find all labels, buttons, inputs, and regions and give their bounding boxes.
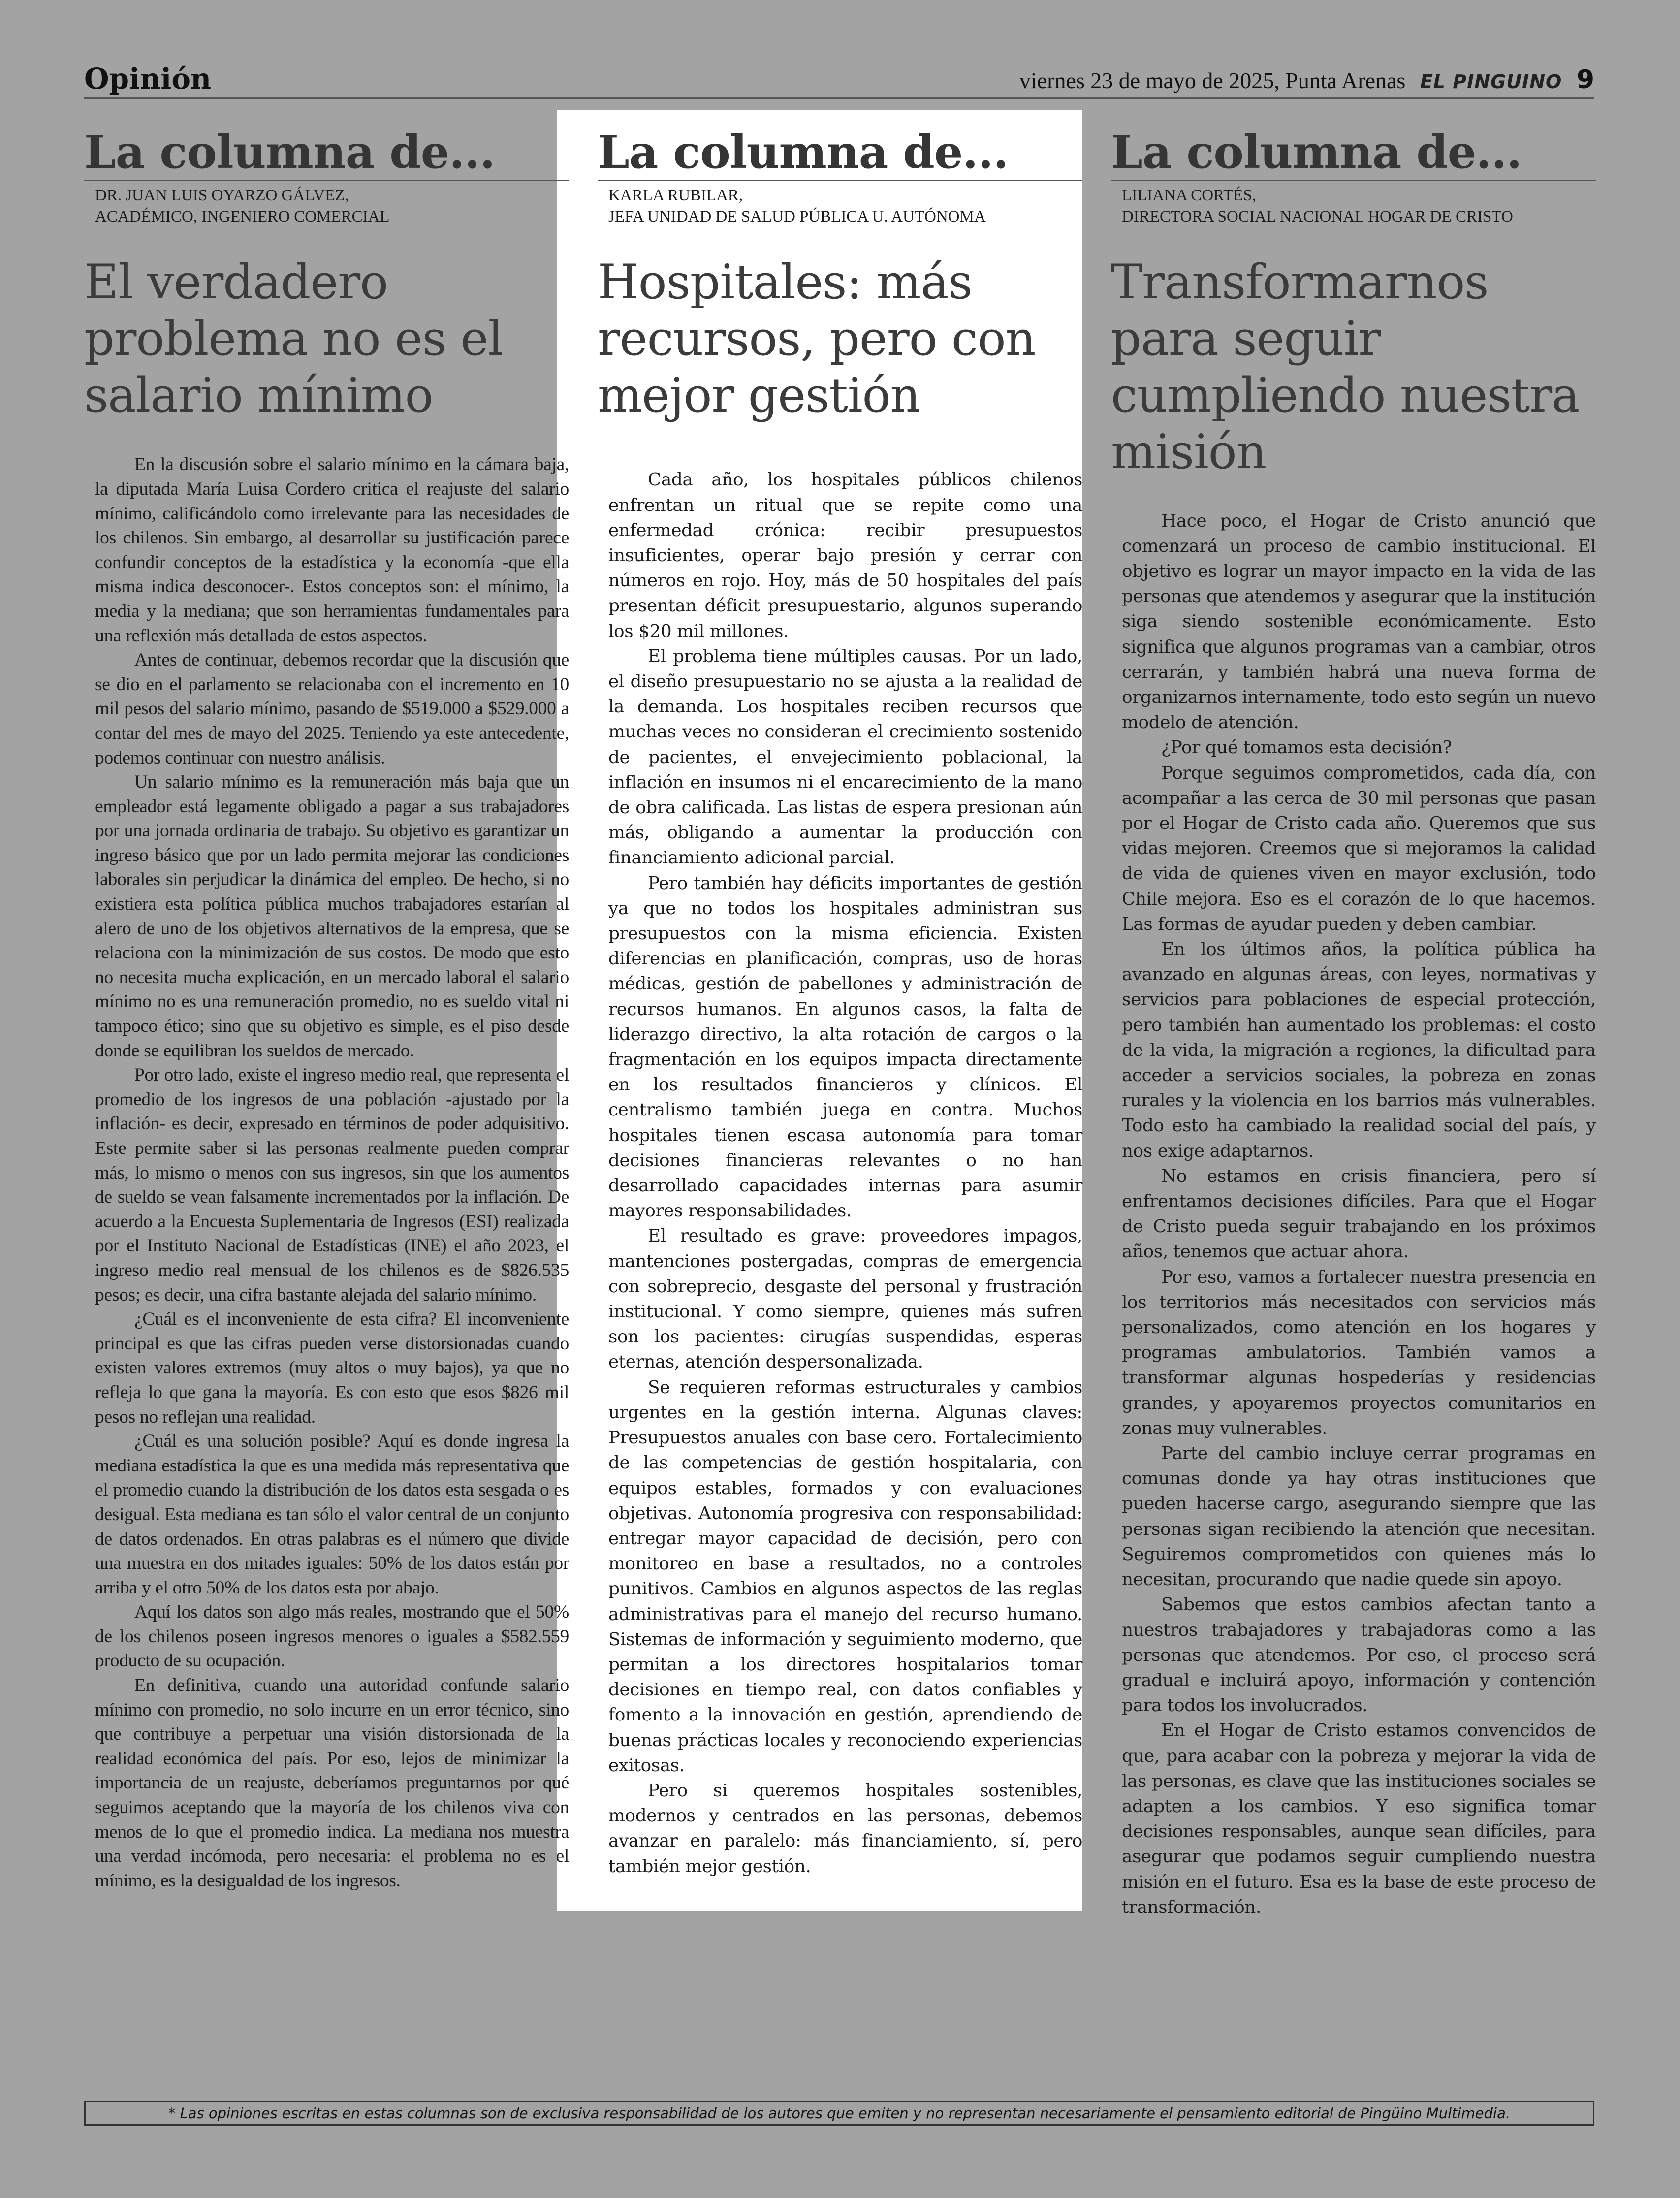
article-body [95, 452, 569, 1893]
paragraph: Porque seguimos comprometidos, cada día, con acompañar a las cerca de 30 mil personas que pasan por el Hogar de Cristo cada año. Queremos que sus vidas mejoren. Creemos que si mejoramos la calidad de vida de quienes viven en mayor exclusión, todo Chile mejora. Eso es el corazón de lo que hacemos. Las formas de ayudar pueden y deben cambiar. [1122, 763, 1596, 934]
byline [95, 185, 569, 227]
paragraph: Un salario mínimo es la remuneración más baja que un empleador está legamente obligado a pagar a sus trabajadores por una jornada ordinaria de trabajo. Su objetivo es garantizar un ingreso básico que por un lado permita mejorar las condiciones laborales sin perjudicar la dinámica del empleo. De hecho, si no existiera esta política pública muchos trabajadores estarían al alero de uno de los objetivos alternativos de la empresa, que se relaciona con la minimización de sus costos. De modo que esto no necesita mucha explicación, en un mercado laboral el salario mínimo no es una remuneración promedio, no es sueldo vital ni tampoco ético; sino que su objetivo es simple, es el piso desde donde se equilibran los sueldos de mercado. [95, 772, 569, 1061]
column-kicker: La columna de... [84, 127, 569, 181]
date-text: viernes 23 de mayo de 2025, Punta Arenas [1019, 68, 1406, 93]
article-headline: Transformarnos para seguir cumpliendo nuestra misión [1111, 254, 1580, 480]
paragraph: No estamos en crisis financiera, pero sí enfrentamos decisiones difíciles. Para que el Hogar de Cristo pueda seguir trabajando en los próximos años, tenemos que actuar ahora. [1122, 1166, 1596, 1262]
footer-disclaimer: * Las opiniones escritas en estas columnas son de exclusiva responsabilidad de los autores que emiten y no representan necesariamente el pensamiento editorial de Pingüino Multimedia. [84, 2101, 1594, 2126]
article-headline: El verdadero problema no es el salario mínimo [84, 254, 503, 423]
paragraph: Aquí los datos son algo más reales, mostrando que el 50% de los chilenos poseen ingresos menores o iguales a $582.559 producto de su ocupación. [95, 1602, 569, 1671]
byline [1122, 185, 1596, 227]
paragraph: En los últimos años, la política pública ha avanzado en algunas áreas, con leyes, normativas y servicios para poblaciones de especial protección, pero también han aumentado los problemas: el costo de la vida, la migración a regiones, la dificultad para acceder a servicios sociales, la pobreza en zonas rurales y la violencia en los barrios más vulnerables. Todo esto ha cambiado la realidad social del país, y nos exige adaptarnos. [1122, 939, 1596, 1161]
paragraph: Por eso, vamos a fortalecer nuestra presencia en los territorios más necesitados con servicios más personalizados, como atención en los hogares y programas ambulatorios. También vamos a transformar algunas hospederías y residencias grandes, y apoyaremos proyectos comunitarios en zonas muy vulnerables. [1122, 1267, 1596, 1438]
author-role: JEFA UNIDAD DE SALUD PÚBLICA U. AUTÓNOMA [608, 207, 986, 225]
paragraph: Por otro lado, existe el ingreso medio real, que representa el promedio de los ingresos de una población -ajustado por la inflación- es decir, expresado en términos de poder adquisitivo. Este permite saber si las personas realmente pueden comprar más, lo mismo o menos con sus ingresos, sin que los aumentos de sueldo se vean falsamente incrementados por la inflación. De acuerdo a la Encuesta Suplementaria de Ingresos (ESI) realizada por el Instituto Nacional de Estadísticas (INE) el año 2023, el ingreso medio real mensual de los chilenos es de $826.535 pesos; es decir, una cifra bastante alejada del salario mínimo. [95, 1065, 569, 1305]
paragraph: Hace poco, el Hogar de Cristo anunció que comenzará un proceso de cambio institucional. El objetivo es lograr un mayor impacto en la vida de las personas que atendemos y asegurar que la institución siga siendo sostenible económicamente. Esto significa que algunos programas van a cambiar, otros cerrarán, y también habrá una nueva forma de organizarnos internamente, todo esto según un nuevo modelo de atención. [1122, 510, 1596, 733]
paragraph: El resultado es grave: proveedores impagos, mantenciones postergadas, compras de emergencia con sobreprecio, desgaste del personal y frustración institucional. Y como siempre, quienes más sufren son los pacientes: cirugías suspendidas, esperas eternas, atención despersonalizada. [608, 1226, 1082, 1372]
paragraph: ¿Por qué tomamos esta decisión? [1161, 737, 1452, 758]
paragraph: El problema tiene múltiples causas. Por un lado, el diseño presupuestario no se ajusta a la realidad de la demanda. Los hospitales reciben recursos que muchas veces no consideran el crecimiento sostenido de pacientes, el envejecimiento poblacional, la inflación en insumos ni el encarecimiento de la mano de obra calificada. Las listas de espera presionan aún más, obligando a aumentar la producción con financiamiento adicional parcial. [608, 646, 1082, 868]
author-name: KARLA RUBILAR, [608, 187, 743, 205]
author-role: ACADÉMICO, INGENIERO COMERCIAL [95, 207, 390, 225]
paragraph: Parte del cambio incluye cerrar programas en comunas donde ya hay otras instituciones que pueden hacerse cargo, asegurando siempre que las personas sigan recibiendo la atención que necesitan. Seguiremos comprometidos con quienes más lo necesitan, procurando que nadie quede sin apoyo. [1122, 1443, 1596, 1590]
column-kicker: La columna de... [598, 127, 1082, 181]
paragraph: En definitiva, cuando una autoridad confunde salario mínimo con promedio, no solo incurre en un error técnico, sino que contribuye a perpetuar una visión distorsionada de la realidad económica del país. Por eso, lejos de minimizar la importancia de un reajuste, deberíamos preguntarnos por qué seguimos aceptando que la mayoría de los chilenos viva con menos de lo que el promedio indica. La mediana nos muestra una verdad incómoda, pero necesaria: el problema no es el mínimo, es la desigualdad de los ingresos. [95, 1675, 569, 1891]
article-body [1122, 509, 1596, 1920]
column-1 [84, 127, 569, 1893]
dateline [1019, 65, 1594, 95]
section-title: Opinión [84, 62, 212, 96]
paragraph: Sabemos que estos cambios afectan tanto a nuestros trabajadores y trabajadoras como a las personas que atendemos. Por eso, el proceso será gradual e incluirá apoyo, información y contención para todos los involucrados. [1122, 1594, 1596, 1716]
page-number: 9 [1576, 65, 1594, 95]
article-headline: Hospitales: más recursos, pero con mejor gestión [598, 254, 1036, 423]
author-role: DIRECTORA SOCIAL NACIONAL HOGAR DE CRISTO [1122, 207, 1513, 225]
author-name: DR. JUAN LUIS OYARZO GÁLVEZ, [95, 187, 349, 205]
author-name: LILIANA CORTÉS, [1122, 187, 1257, 205]
article-body [608, 467, 1082, 1879]
column-kicker: La columna de... [1111, 127, 1596, 181]
page-header [84, 58, 1594, 99]
paragraph: En la discusión sobre el salario mínimo en la cámara baja, la diputada María Luisa Cordero critica el reajuste del salario mínimo, calificándolo como irrelevante para las necesidades de los chilenos. Sin embargo, al desarrollar su justificación parece confundir conceptos de la estadística y la economía -que ella misma indica desconocer-. Estos conceptos son: el mínimo, la media y la mediana; que son herramientas fundamentales para una reflexión más detallada de estos aspectos. [95, 454, 569, 646]
brand-logo: EL PINGUINO [1420, 71, 1562, 93]
paragraph: Antes de continuar, debemos recordar que la discusión que se dio en el parlamento se relacionaba con el incremento en 10 mil pesos del salario mínimo, pasando de $519.000 a $529.000 a contar del mes de mayo del 2025. Teniendo ya este antecedente, podemos continuar con nuestro análisis. [95, 650, 569, 768]
paragraph: Se requieren reformas estructurales y cambios urgentes en la gestión interna. Algunas claves: Presupuestos anuales con base cero. Fortalecimiento de las competencias de gestión hospitalaria, con equipos estables, formados y con evaluaciones objetivas. Autonomía progresiva con responsabilidad: entregar mayor capacidad de decisión, pero con monitoreo en base a resultados, no a controles punitivos. Cambios en algunos aspectos de las reglas administrativas para el manejo del recurso humano. Sistemas de información y seguimiento moderno, que permitan a los directores hospitalarios tomar decisiones en tiempo real, con datos confiables y fomento a la innovación en gestión, aprendiendo de buenas prácticas locales y reconociendo experiencias exitosas. [608, 1377, 1082, 1776]
column-2 [598, 127, 1082, 1879]
paragraph: Pero también hay déficits importantes de gestión ya que no todos los hospitales administran sus presupuestos con la misma eficiencia. Existen diferencias en planificación, compras, uso de horas médicas, gestión de pabellones y administración de recursos humanos. En algunos casos, la falta de liderazgo directivo, la alta rotación de cargos o la fragmentación en los equipos impacta directamente en los resultados financieros y clínicos. El centralismo también juega en contra. Muchos hospitales tienen escasa autonomía para tomar decisiones financieras relevantes o no han desarrollado capacidades internas para asumir mayores responsabilidades. [608, 873, 1082, 1221]
paragraph: Pero si queremos hospitales sostenibles, modernos y centrados en las personas, debemos avanzar en paralelo: más financiamiento, sí, pero también mejor gestión. [608, 1780, 1082, 1877]
column-3 [1111, 127, 1596, 1920]
paragraph: ¿Cuál es una solución posible? Aquí es donde ingresa la mediana estadística la que es una medida más representativa que el promedio cuando la distribución de los datos esta sesgada o es desigual. Esta mediana es tan sólo el valor central de un conjunto de datos ordenados. En otras palabras es el número que divide una muestra en dos mitades iguales: 50% de los datos están por arriba y el otro 50% de los datos esta por abajo. [95, 1431, 569, 1598]
paragraph: En el Hogar de Cristo estamos convencidos de que, para acabar con la pobreza y mejorar la vida de las personas, es clave que las instituciones sociales se adapten a los cambios. Y eso significa tomar decisiones responsables, aunque sean difíciles, para asegurar que podamos seguir cumpliendo nuestra misión en el futuro. Esa es la base de este proceso de transformación. [1122, 1720, 1596, 1917]
paragraph: ¿Cuál es el inconveniente de esta cifra? El inconveniente principal es que las cifras pueden verse distorsionadas cuando existen valores extremos (muy altos o muy bajos), ya que no refleja lo que gana la mayoría. Es con esto que esos $826 mil pesos no reflejan una realidad. [95, 1309, 569, 1427]
paragraph: Cada año, los hospitales públicos chilenos enfrentan un ritual que se repite como una enfermedad crónica: recibir presupuestos insuficientes, operar bajo presión y cerrar con números en rojo. Hoy, más de 50 hospitales del país presentan déficit presupuestario, algunos superando los $20 mil millones. [608, 470, 1082, 641]
byline [608, 185, 1082, 227]
